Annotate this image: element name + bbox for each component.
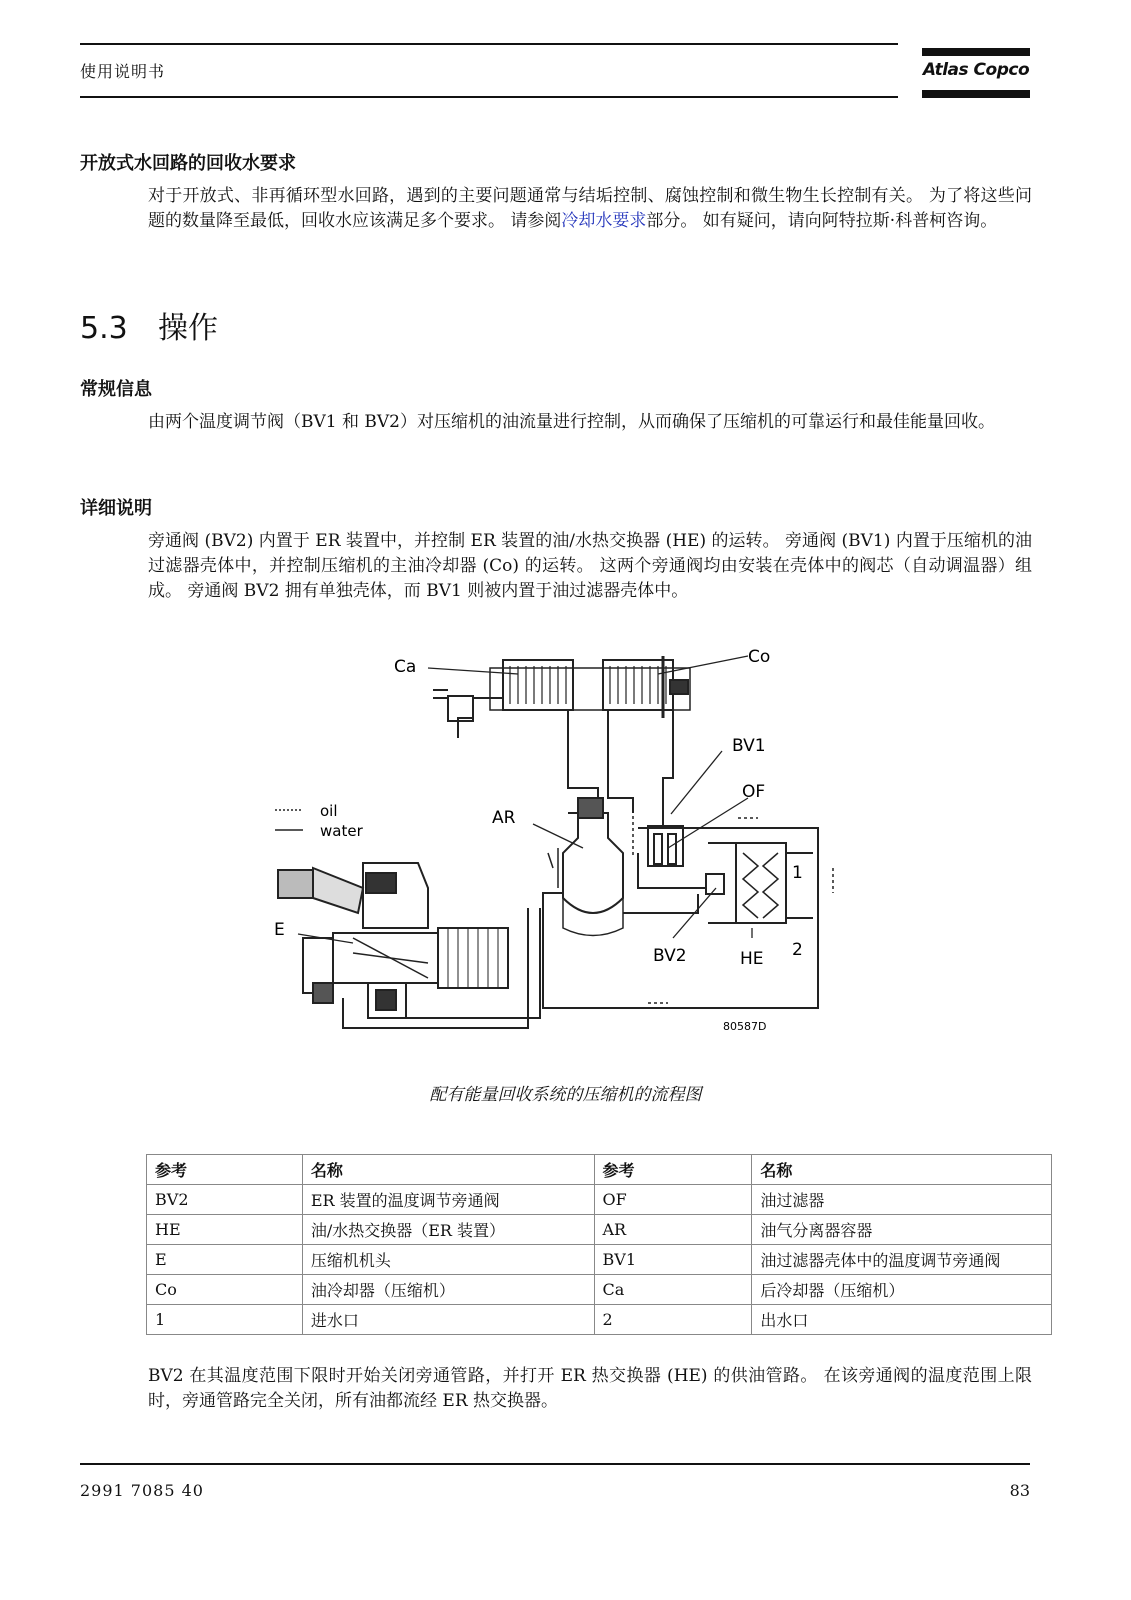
reference-table bbox=[146, 1154, 1052, 1335]
table-cell: OF bbox=[594, 1185, 752, 1215]
chapter-number: 5.3 bbox=[80, 311, 128, 346]
openloop-text-a: 对于开放式、非再循环型水回路，遇到的主要问题通常与结垢控制、腐蚀控制和微生物生长控制有关。 为了将这些问题的数量降至最低，回收水应该满足多个要求。 请参阅 bbox=[148, 186, 1032, 231]
table-cell: BV2 bbox=[147, 1185, 303, 1215]
label-bv1: BV1 bbox=[732, 736, 766, 756]
page-number: 83 bbox=[1009, 1481, 1030, 1500]
table-cell: 压缩机机头 bbox=[302, 1245, 594, 1275]
header-ref-1: 参考 bbox=[147, 1155, 303, 1185]
table-cell: 油/水热交换器（ER 装置） bbox=[302, 1215, 594, 1245]
flow-diagram bbox=[258, 638, 848, 1056]
table-cell: 油过滤器壳体中的温度调节旁通阀 bbox=[752, 1245, 1052, 1275]
table-cell: BV1 bbox=[594, 1245, 752, 1275]
table-cell: 2 bbox=[594, 1305, 752, 1335]
manual-title: 使用说明书 bbox=[80, 62, 166, 81]
table-cell: 进水口 bbox=[302, 1305, 594, 1335]
logo-bar-top bbox=[922, 48, 1030, 56]
header-rule-bottom bbox=[80, 96, 898, 98]
label-ar: AR bbox=[492, 808, 516, 828]
figure-caption: 配有能量回收系统的压缩机的流程图 bbox=[429, 1085, 702, 1105]
table-cell: Co bbox=[147, 1275, 303, 1305]
table-row bbox=[147, 1275, 1052, 1305]
table-cell: HE bbox=[147, 1215, 303, 1245]
openloop-text-b: 部分。 如有疑问，请向阿特拉斯·科普柯咨询。 bbox=[646, 211, 998, 231]
chapter-title: 操作 bbox=[158, 311, 218, 346]
table-header-row bbox=[147, 1155, 1052, 1185]
header-name-2: 名称 bbox=[752, 1155, 1052, 1185]
atlas-copco-logo bbox=[922, 48, 1030, 98]
table-cell: Ca bbox=[594, 1275, 752, 1305]
closing-paragraph: BV2 在其温度范围下限时开始关闭旁通管路，并打开 ER 热交换器 (HE) 的供油管路。 在该旁通阀的温度范围上限时，旁通管路完全关闭，所有油都流经 ER 热交换器。 bbox=[148, 1366, 1032, 1411]
label-of: OF bbox=[742, 782, 766, 802]
table-cell: E bbox=[147, 1245, 303, 1275]
figure-code: 80587D bbox=[723, 1020, 767, 1033]
label-co: Co bbox=[748, 647, 771, 667]
table-cell: 后冷却器（压缩机） bbox=[752, 1275, 1052, 1305]
label-inlet-1: 1 bbox=[792, 863, 803, 883]
header-ref-2: 参考 bbox=[594, 1155, 752, 1185]
legend-oil-label: oil bbox=[320, 802, 338, 820]
table-cell: ER 装置的温度调节旁通阀 bbox=[302, 1185, 594, 1215]
table-cell: 出水口 bbox=[752, 1305, 1052, 1335]
label-he: HE bbox=[740, 949, 764, 969]
logo-text: Atlas Copco bbox=[922, 60, 1030, 80]
label-e: E bbox=[274, 920, 285, 940]
cooling-water-link[interactable]: 冷却水要求 bbox=[561, 211, 647, 231]
general-heading: 常规信息 bbox=[80, 379, 152, 400]
label-outlet-2: 2 bbox=[792, 940, 803, 960]
legend-water-label: water bbox=[320, 822, 363, 840]
he-body bbox=[736, 843, 786, 923]
table-row bbox=[147, 1245, 1052, 1275]
detail-paragraph: 旁通阀 (BV2) 内置于 ER 装置中，并控制 ER 装置的油/水热交换器 (HE) 的运转。 旁通阀 (BV1) 内置于压缩机的油过滤器壳体中，并控制压缩机的主油冷却器 (Co) 的运转。 这两个旁通阀均由安装在壳体中的阀芯（自动调温器）组成。 旁通阀 BV2 拥有单独壳体，而 BV1 则被内置于油过滤器壳体中。 bbox=[148, 531, 1032, 601]
openloop-heading: 开放式水回路的回收水要求 bbox=[80, 153, 296, 174]
footer-rule bbox=[80, 1463, 1030, 1465]
table-cell: 油冷却器（压缩机） bbox=[302, 1275, 594, 1305]
table-cell: 油气分离器容器 bbox=[752, 1215, 1052, 1245]
document-number: 2991 7085 40 bbox=[80, 1481, 204, 1500]
header-rule-top bbox=[80, 43, 898, 45]
table-row bbox=[147, 1305, 1052, 1335]
openloop-paragraph bbox=[148, 184, 1032, 234]
table-cell: AR bbox=[594, 1215, 752, 1245]
label-ca: Ca bbox=[394, 657, 417, 677]
table-row bbox=[147, 1185, 1052, 1215]
table-cell: 油过滤器 bbox=[752, 1185, 1052, 1215]
detail-heading: 详细说明 bbox=[80, 498, 152, 519]
label-bv2: BV2 bbox=[653, 946, 687, 966]
chapter-heading bbox=[80, 303, 218, 347]
table-row bbox=[147, 1215, 1052, 1245]
logo-bar-bottom bbox=[922, 90, 1030, 98]
header-name-1: 名称 bbox=[302, 1155, 594, 1185]
general-paragraph: 由两个温度调节阀（BV1 和 BV2）对压缩机的油流量进行控制，从而确保了压缩机的可靠运行和最佳能量回收。 bbox=[148, 412, 995, 432]
table-cell: 1 bbox=[147, 1305, 303, 1335]
